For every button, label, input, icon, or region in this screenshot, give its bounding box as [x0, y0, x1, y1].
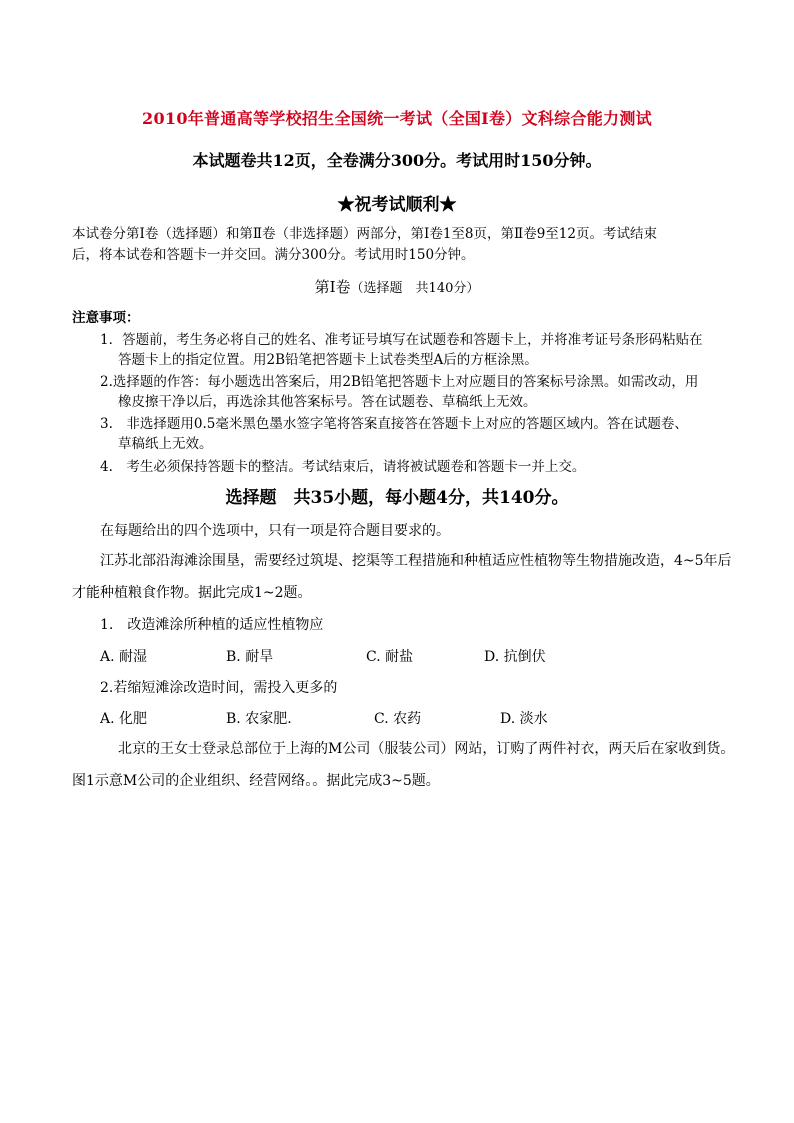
question-2-option-d: D. 淡水 [500, 711, 548, 727]
question-1-option-c: C. 耐盐 [366, 649, 414, 665]
question-2-option-a: A. 化肥 [100, 711, 148, 727]
section-title: 选择题 共35小题，每小题4分，共140分。 [225, 488, 569, 508]
section-instruction: 在每题给出的四个选项中，只有一项是符合题目要求的。 [100, 523, 450, 539]
notes-heading: 注意事项： [72, 310, 140, 326]
question-2-option-b: B. 农家肥. [226, 711, 292, 727]
question-2-stem: 2.若缩短滩涂改造时间，需投入更多的 [100, 680, 338, 696]
paper-one-detail: （选择题 共140分） [350, 281, 480, 296]
intro-line-2: 后，将本试卷和答题卡一并交回。满分300分。考试用时150分钟。 [72, 247, 475, 263]
exam-subtitle: 本试题卷共12页，全卷满分300分。考试用时150分钟。 [192, 151, 602, 170]
exam-title: 2010年普通高等学校招生全国统一考试（全国Ⅰ卷）文科综合能力测试 [142, 109, 652, 128]
note-item-1-line-2: 答题卡上的指定位置。用2B铅笔把答题卡上试卷类型A后的方框涂黑。 [118, 352, 538, 368]
paper-one-heading [0, 276, 794, 297]
question-1-option-a: A. 耐湿 [100, 649, 148, 665]
question-1-option-d: D. 抗倒伏 [484, 649, 546, 665]
question-2-option-c: C. 农药 [374, 711, 422, 727]
intro-line-1: 本试卷分第Ⅰ卷（选择题）和第Ⅱ卷（非选择题）两部分，第Ⅰ卷1至8页，第Ⅱ卷9至12页。考试结束 [72, 226, 657, 242]
question-1-stem: 1. 改造滩涂所种植的适应性植物应 [100, 617, 324, 633]
note-item-3-line-2: 草稿纸上无效。 [118, 436, 213, 452]
passage-1-line-2: 才能种植粮食作物。据此完成1~2题。 [72, 585, 312, 601]
passage-2-line-2: 图1示意M公司的企业组织、经营网络。。据此完成3~5题。 [72, 773, 440, 789]
question-1-option-b: B. 耐旱 [226, 649, 274, 665]
paper-one-label: 第Ⅰ卷 [314, 278, 351, 296]
note-item-2-line-2: 橡皮擦干净以后，再选涂其他答案标号。答在试题卷、草稿纸上无效。 [118, 394, 537, 410]
note-item-3-line-1: 3. 非选择题用0.5毫米黑色墨水签字笔将答案直接答在答题卡上对应的答题区域内。答在试题卷、 [100, 416, 688, 432]
note-item-2-line-1: 2.选择题的作答：每小题选出答案后，用2B铅笔把答题卡上对应题目的答案标号涂黑。如需改动，用 [100, 374, 699, 390]
good-luck-banner: ★祝考试顺利★ [337, 195, 457, 215]
note-item-1-line-1: 1．答题前，考生务必将自己的姓名、准考证号填写在试题卷和答题卡上，并将准考证号条形码粘贴在 [100, 332, 703, 348]
passage-1-line-1: 江苏北部沿海滩涂围垦，需要经过筑堤、挖渠等工程措施和种植适应性植物等生物措施改造，4~5年后 [100, 553, 732, 569]
passage-2-line-1: 北京的王女士登录总部位于上海的M公司（服装公司）网站，订购了两件衬衣，两天后在家收到货。 [118, 741, 735, 757]
note-item-4-line-1: 4. 考生必须保持答题卡的整洁。考试结束后，请将被试题卷和答题卡一并上交。 [100, 459, 586, 475]
